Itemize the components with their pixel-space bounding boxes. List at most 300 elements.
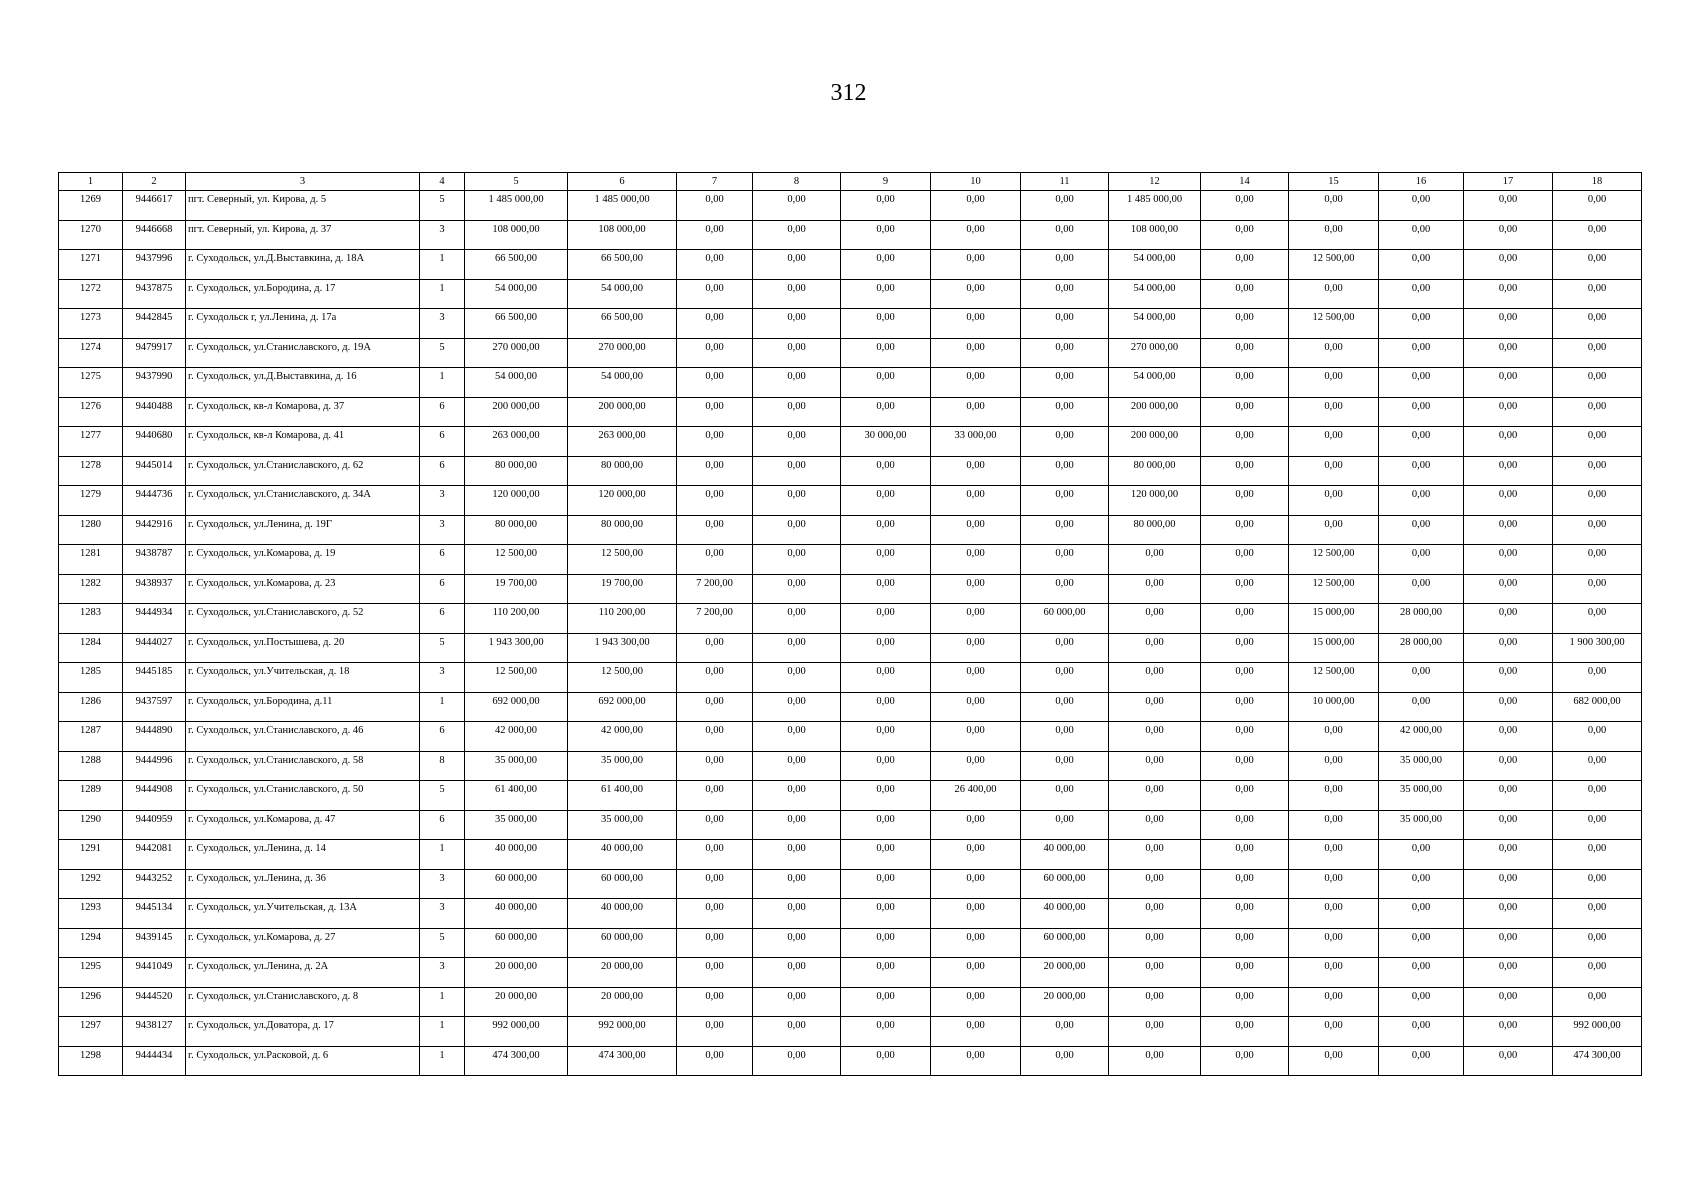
header-row	[59, 173, 1642, 191]
table-cell: 0,00	[1464, 663, 1553, 693]
table-cell: 6	[420, 397, 465, 427]
table-row	[59, 309, 1642, 339]
table-cell: 8	[420, 751, 465, 781]
table-cell: 0,00	[1379, 191, 1464, 221]
table-cell: 12 500,00	[1289, 574, 1379, 604]
table-cell: 0,00	[1464, 427, 1553, 457]
table-cell: 0,00	[841, 191, 931, 221]
table-cell: 0,00	[1109, 663, 1201, 693]
table-cell: 26 400,00	[931, 781, 1021, 811]
table-cell: 60 000,00	[1021, 928, 1109, 958]
table-cell: 9444520	[123, 987, 186, 1017]
table-cell: 0,00	[677, 368, 753, 398]
table-cell: 0,00	[753, 987, 841, 1017]
table-row	[59, 692, 1642, 722]
table-cell: 0,00	[753, 722, 841, 752]
address-cell: г. Суходольск, ул.Постышева, д. 20	[186, 633, 420, 663]
table-cell: 1294	[59, 928, 123, 958]
table-cell: 0,00	[1109, 928, 1201, 958]
table-cell: 0,00	[1201, 574, 1289, 604]
table-cell: 0,00	[753, 1017, 841, 1047]
table-cell: 1270	[59, 220, 123, 250]
table-cell: 12 500,00	[1289, 545, 1379, 575]
table-cell: 6	[420, 604, 465, 634]
column-header: 11	[1021, 173, 1109, 191]
table-cell: 1279	[59, 486, 123, 516]
table-cell: 0,00	[1289, 220, 1379, 250]
table-cell: 12 500,00	[465, 663, 568, 693]
table-cell: 0,00	[1379, 397, 1464, 427]
table-cell: 60 000,00	[568, 869, 677, 899]
table-cell: 120 000,00	[568, 486, 677, 516]
table-cell: 263 000,00	[465, 427, 568, 457]
table-cell: 9437597	[123, 692, 186, 722]
table-cell: 28 000,00	[1379, 604, 1464, 634]
table-cell: 1 485 000,00	[465, 191, 568, 221]
table-cell: 0,00	[1201, 692, 1289, 722]
table-cell: 9443252	[123, 869, 186, 899]
address-cell: г. Суходольск, ул.Станиславского, д. 50	[186, 781, 420, 811]
table-cell: 0,00	[1201, 633, 1289, 663]
table-cell: 1287	[59, 722, 123, 752]
table-cell: 0,00	[841, 633, 931, 663]
table-cell: 0,00	[841, 1046, 931, 1076]
address-cell: г. Суходольск, ул.Учительская, д. 18	[186, 663, 420, 693]
table-cell: 0,00	[677, 810, 753, 840]
table-cell: 35 000,00	[568, 751, 677, 781]
table-cell: 0,00	[753, 810, 841, 840]
table-cell: 0,00	[931, 574, 1021, 604]
table-row	[59, 840, 1642, 870]
table-cell: 3	[420, 869, 465, 899]
table-cell: 0,00	[841, 781, 931, 811]
table-cell: 6	[420, 722, 465, 752]
table-cell: 0,00	[841, 309, 931, 339]
table-cell: 0,00	[1201, 958, 1289, 988]
table-cell: 20 000,00	[465, 987, 568, 1017]
table-cell: 0,00	[677, 663, 753, 693]
table-cell: 0,00	[1021, 515, 1109, 545]
table-cell: 0,00	[1464, 604, 1553, 634]
table-cell: 0,00	[1289, 751, 1379, 781]
table-cell: 0,00	[677, 397, 753, 427]
table-row	[59, 368, 1642, 398]
table-cell: 54 000,00	[1109, 368, 1201, 398]
table-cell: 0,00	[1109, 840, 1201, 870]
table-cell: 0,00	[677, 987, 753, 1017]
table-cell: 0,00	[1553, 751, 1642, 781]
address-cell: г. Суходольск, ул.Бородина, д.11	[186, 692, 420, 722]
table-cell: 0,00	[1201, 368, 1289, 398]
table-cell: 0,00	[931, 604, 1021, 634]
address-cell: г. Суходольск, ул.Комарова, д. 47	[186, 810, 420, 840]
table-cell: 1	[420, 840, 465, 870]
table-cell: 108 000,00	[568, 220, 677, 250]
table-cell: 0,00	[931, 751, 1021, 781]
table-cell: 12 500,00	[1289, 663, 1379, 693]
table-cell: 0,00	[677, 722, 753, 752]
table-cell: 10 000,00	[1289, 692, 1379, 722]
table-cell: 1283	[59, 604, 123, 634]
table-cell: 0,00	[677, 191, 753, 221]
table-cell: 270 000,00	[465, 338, 568, 368]
table-cell: 0,00	[1021, 810, 1109, 840]
table-cell: 0,00	[1553, 250, 1642, 280]
table-cell: 0,00	[1201, 781, 1289, 811]
table-cell: 61 400,00	[568, 781, 677, 811]
table-cell: 1	[420, 279, 465, 309]
table-cell: 0,00	[1464, 751, 1553, 781]
table-cell: 0,00	[1021, 368, 1109, 398]
table-cell: 80 000,00	[568, 515, 677, 545]
table-cell: 9438937	[123, 574, 186, 604]
table-cell: 0,00	[1379, 987, 1464, 1017]
table-cell: 0,00	[1553, 515, 1642, 545]
table-cell: 0,00	[1553, 279, 1642, 309]
table-cell: 0,00	[1379, 368, 1464, 398]
address-cell: г. Суходольск, ул.Станиславского, д. 62	[186, 456, 420, 486]
table-cell: 0,00	[1021, 722, 1109, 752]
table-cell: 5	[420, 928, 465, 958]
table-cell: 0,00	[931, 899, 1021, 929]
table-cell: 0,00	[1109, 692, 1201, 722]
table-cell: 0,00	[753, 220, 841, 250]
table-cell: 0,00	[841, 751, 931, 781]
table-cell: 9442081	[123, 840, 186, 870]
table-cell: 1285	[59, 663, 123, 693]
table-cell: 5	[420, 191, 465, 221]
table-cell: 30 000,00	[841, 427, 931, 457]
table-cell: 54 000,00	[568, 368, 677, 398]
table-cell: 0,00	[753, 574, 841, 604]
column-header: 18	[1553, 173, 1642, 191]
table-cell: 0,00	[841, 604, 931, 634]
table-cell: 0,00	[1553, 397, 1642, 427]
table-cell: 1273	[59, 309, 123, 339]
table-cell: 3	[420, 486, 465, 516]
table-cell: 54 000,00	[568, 279, 677, 309]
table-cell: 6	[420, 456, 465, 486]
table-cell: 0,00	[1553, 899, 1642, 929]
table-cell: 0,00	[931, 338, 1021, 368]
table-cell: 474 300,00	[568, 1046, 677, 1076]
address-cell: г. Суходольск, ул.Станиславского, д. 8	[186, 987, 420, 1017]
table-cell: 9437990	[123, 368, 186, 398]
address-cell: г. Суходольск, ул.Станиславского, д. 19А	[186, 338, 420, 368]
table-cell: 0,00	[1464, 987, 1553, 1017]
table-cell: 0,00	[1289, 427, 1379, 457]
table-cell: 0,00	[931, 692, 1021, 722]
table-cell: 0,00	[753, 604, 841, 634]
table-cell: 6	[420, 545, 465, 575]
table-cell: 0,00	[841, 338, 931, 368]
table-cell: 0,00	[1201, 486, 1289, 516]
table-cell: 0,00	[1379, 1017, 1464, 1047]
table-cell: 61 400,00	[465, 781, 568, 811]
table-cell: 1292	[59, 869, 123, 899]
table-cell: 0,00	[1201, 397, 1289, 427]
table-cell: 0,00	[1109, 722, 1201, 752]
table-cell: 0,00	[677, 751, 753, 781]
table-cell: 5	[420, 633, 465, 663]
table-cell: 60 000,00	[465, 928, 568, 958]
address-cell: пгт. Северный, ул. Кирова, д. 5	[186, 191, 420, 221]
table-cell: 200 000,00	[1109, 427, 1201, 457]
table-cell: 0,00	[1021, 574, 1109, 604]
table-cell: 0,00	[677, 456, 753, 486]
table-cell: 0,00	[1379, 928, 1464, 958]
table-cell: 3	[420, 515, 465, 545]
table-cell: 1	[420, 1017, 465, 1047]
address-cell: г. Суходольск, ул.Д.Выставкина, д. 16	[186, 368, 420, 398]
table-cell: 0,00	[1201, 427, 1289, 457]
table-cell: 0,00	[1201, 869, 1289, 899]
table-cell: 0,00	[1021, 220, 1109, 250]
table-cell: 0,00	[677, 633, 753, 663]
table-cell: 0,00	[1553, 456, 1642, 486]
column-header: 12	[1109, 173, 1201, 191]
table-row	[59, 751, 1642, 781]
table-row	[59, 1017, 1642, 1047]
table-cell: 1295	[59, 958, 123, 988]
table-cell: 0,00	[1553, 368, 1642, 398]
table-cell: 0,00	[677, 486, 753, 516]
table-cell: 0,00	[1109, 633, 1201, 663]
table-cell: 0,00	[1464, 869, 1553, 899]
address-cell: г. Суходольск, ул.Учительская, д. 13А	[186, 899, 420, 929]
table-cell: 1 900 300,00	[1553, 633, 1642, 663]
table-cell: 0,00	[1109, 574, 1201, 604]
table-cell: 0,00	[1464, 456, 1553, 486]
table-cell: 5	[420, 338, 465, 368]
table-cell: 0,00	[841, 987, 931, 1017]
table-cell: 0,00	[841, 368, 931, 398]
table-cell: 0,00	[1553, 427, 1642, 457]
address-cell: г. Суходольск, ул.Ленина, д. 2А	[186, 958, 420, 988]
table-cell: 0,00	[753, 191, 841, 221]
table-cell: 0,00	[1021, 692, 1109, 722]
table-cell: 0,00	[1109, 781, 1201, 811]
table-cell: 0,00	[1021, 486, 1109, 516]
table-cell: 35 000,00	[465, 751, 568, 781]
table-cell: 0,00	[1553, 338, 1642, 368]
table-cell: 9446617	[123, 191, 186, 221]
table-cell: 0,00	[753, 751, 841, 781]
table-cell: 0,00	[841, 456, 931, 486]
table-cell: 0,00	[841, 515, 931, 545]
table-cell: 1 943 300,00	[465, 633, 568, 663]
table-cell: 0,00	[1553, 987, 1642, 1017]
table-cell: 0,00	[1021, 191, 1109, 221]
table-cell: 0,00	[1464, 1046, 1553, 1076]
table-cell: 0,00	[1379, 486, 1464, 516]
table-cell: 28 000,00	[1379, 633, 1464, 663]
table-cell: 0,00	[841, 663, 931, 693]
table-cell: 0,00	[1464, 515, 1553, 545]
register-table	[58, 172, 1642, 1076]
table-row	[59, 486, 1642, 516]
table-cell: 0,00	[1289, 456, 1379, 486]
table-cell: 7 200,00	[677, 574, 753, 604]
table-cell: 0,00	[753, 692, 841, 722]
table-cell: 0,00	[753, 663, 841, 693]
table-cell: 1272	[59, 279, 123, 309]
address-cell: г. Суходольск, ул.Ленина, д. 36	[186, 869, 420, 899]
table-cell: 1	[420, 250, 465, 280]
table-cell: 42 000,00	[1379, 722, 1464, 752]
column-header: 15	[1289, 173, 1379, 191]
table-cell: 0,00	[677, 928, 753, 958]
column-header: 17	[1464, 173, 1553, 191]
table-row	[59, 220, 1642, 250]
table-cell: 0,00	[1553, 869, 1642, 899]
table-cell: 0,00	[1553, 810, 1642, 840]
table-cell: 1281	[59, 545, 123, 575]
table-cell: 0,00	[1201, 987, 1289, 1017]
table-cell: 0,00	[1464, 250, 1553, 280]
table-cell: 0,00	[1021, 279, 1109, 309]
table-cell: 0,00	[1289, 368, 1379, 398]
table-cell: 120 000,00	[1109, 486, 1201, 516]
table-cell: 0,00	[841, 545, 931, 575]
table-cell: 0,00	[1201, 1017, 1289, 1047]
address-cell: г. Суходольск, ул.Расковой, д. 6	[186, 1046, 420, 1076]
table-cell: 6	[420, 810, 465, 840]
table-cell: 54 000,00	[1109, 309, 1201, 339]
table-body	[59, 191, 1642, 1076]
address-cell: г. Суходольск, ул.Д.Выставкина, д. 18А	[186, 250, 420, 280]
table-cell: 1269	[59, 191, 123, 221]
table-cell: 0,00	[1201, 810, 1289, 840]
table-cell: 0,00	[841, 279, 931, 309]
table-row	[59, 191, 1642, 221]
table-cell: 35 000,00	[1379, 810, 1464, 840]
table-cell: 0,00	[1201, 1046, 1289, 1076]
table-cell: 0,00	[1289, 987, 1379, 1017]
table-cell: 54 000,00	[1109, 279, 1201, 309]
table-cell: 1286	[59, 692, 123, 722]
column-header: 9	[841, 173, 931, 191]
table-row	[59, 781, 1642, 811]
table-cell: 0,00	[1379, 840, 1464, 870]
table-cell: 9444027	[123, 633, 186, 663]
table-cell: 0,00	[841, 397, 931, 427]
table-cell: 0,00	[931, 368, 1021, 398]
table-cell: 1	[420, 368, 465, 398]
table-cell: 0,00	[1464, 633, 1553, 663]
table-cell: 1290	[59, 810, 123, 840]
table-cell: 0,00	[1553, 928, 1642, 958]
column-header: 5	[465, 173, 568, 191]
table-cell: 40 000,00	[568, 899, 677, 929]
address-cell: г. Суходольск, ул.Станиславского, д. 34А	[186, 486, 420, 516]
table-cell: 9437875	[123, 279, 186, 309]
table-row	[59, 338, 1642, 368]
table-cell: 19 700,00	[568, 574, 677, 604]
column-header: 10	[931, 173, 1021, 191]
table-cell: 0,00	[931, 958, 1021, 988]
table-cell: 20 000,00	[568, 987, 677, 1017]
table-cell: 7 200,00	[677, 604, 753, 634]
table-cell: 0,00	[677, 309, 753, 339]
table-cell: 110 200,00	[465, 604, 568, 634]
table-cell: 1296	[59, 987, 123, 1017]
table-cell: 692 000,00	[568, 692, 677, 722]
table-cell: 0,00	[1289, 840, 1379, 870]
table-cell: 3	[420, 663, 465, 693]
table-cell: 0,00	[1201, 515, 1289, 545]
table-cell: 0,00	[753, 840, 841, 870]
table-cell: 0,00	[1464, 574, 1553, 604]
table-cell: 0,00	[1379, 574, 1464, 604]
table-cell: 0,00	[931, 1046, 1021, 1076]
table-cell: 19 700,00	[465, 574, 568, 604]
table-cell: 0,00	[1201, 663, 1289, 693]
table-cell: 60 000,00	[568, 928, 677, 958]
table-cell: 0,00	[1464, 309, 1553, 339]
table-cell: 0,00	[1553, 574, 1642, 604]
table-cell: 1271	[59, 250, 123, 280]
table-cell: 0,00	[931, 250, 1021, 280]
table-cell: 0,00	[753, 899, 841, 929]
table-cell: 0,00	[1201, 545, 1289, 575]
table-cell: 0,00	[1289, 486, 1379, 516]
table-cell: 20 000,00	[465, 958, 568, 988]
table-cell: 5	[420, 781, 465, 811]
address-cell: г. Суходольск, ул.Комарова, д. 23	[186, 574, 420, 604]
table-cell: 1289	[59, 781, 123, 811]
table-row	[59, 928, 1642, 958]
table-cell: 40 000,00	[568, 840, 677, 870]
table-cell: 0,00	[1289, 810, 1379, 840]
table-cell: 0,00	[677, 781, 753, 811]
table-cell: 0,00	[1201, 928, 1289, 958]
table-cell: 35 000,00	[1379, 781, 1464, 811]
table-cell: 1278	[59, 456, 123, 486]
table-cell: 682 000,00	[1553, 692, 1642, 722]
table-cell: 9442845	[123, 309, 186, 339]
table-row	[59, 574, 1642, 604]
table-cell: 200 000,00	[568, 397, 677, 427]
table-cell: 80 000,00	[568, 456, 677, 486]
table-cell: 0,00	[1021, 633, 1109, 663]
table-cell: 0,00	[1379, 869, 1464, 899]
address-cell: г. Суходольск, кв-л Комарова, д. 37	[186, 397, 420, 427]
table-cell: 9444908	[123, 781, 186, 811]
table-row	[59, 427, 1642, 457]
table-cell: 66 500,00	[465, 250, 568, 280]
table-cell: 1288	[59, 751, 123, 781]
table-cell: 9439145	[123, 928, 186, 958]
address-cell: г. Суходольск г, ул.Ленина, д. 17а	[186, 309, 420, 339]
column-header: 4	[420, 173, 465, 191]
table-cell: 66 500,00	[465, 309, 568, 339]
table-row	[59, 958, 1642, 988]
table-cell: 0,00	[931, 397, 1021, 427]
table-cell: 0,00	[841, 958, 931, 988]
table-cell: 40 000,00	[1021, 840, 1109, 870]
table-cell: 0,00	[841, 1017, 931, 1047]
table-cell: 9445014	[123, 456, 186, 486]
column-header: 16	[1379, 173, 1464, 191]
table-cell: 0,00	[677, 545, 753, 575]
table-cell: 992 000,00	[1553, 1017, 1642, 1047]
table-cell: 0,00	[753, 338, 841, 368]
table-row	[59, 722, 1642, 752]
table-cell: 0,00	[753, 486, 841, 516]
table-cell: 0,00	[1021, 338, 1109, 368]
table-cell: 35 000,00	[465, 810, 568, 840]
